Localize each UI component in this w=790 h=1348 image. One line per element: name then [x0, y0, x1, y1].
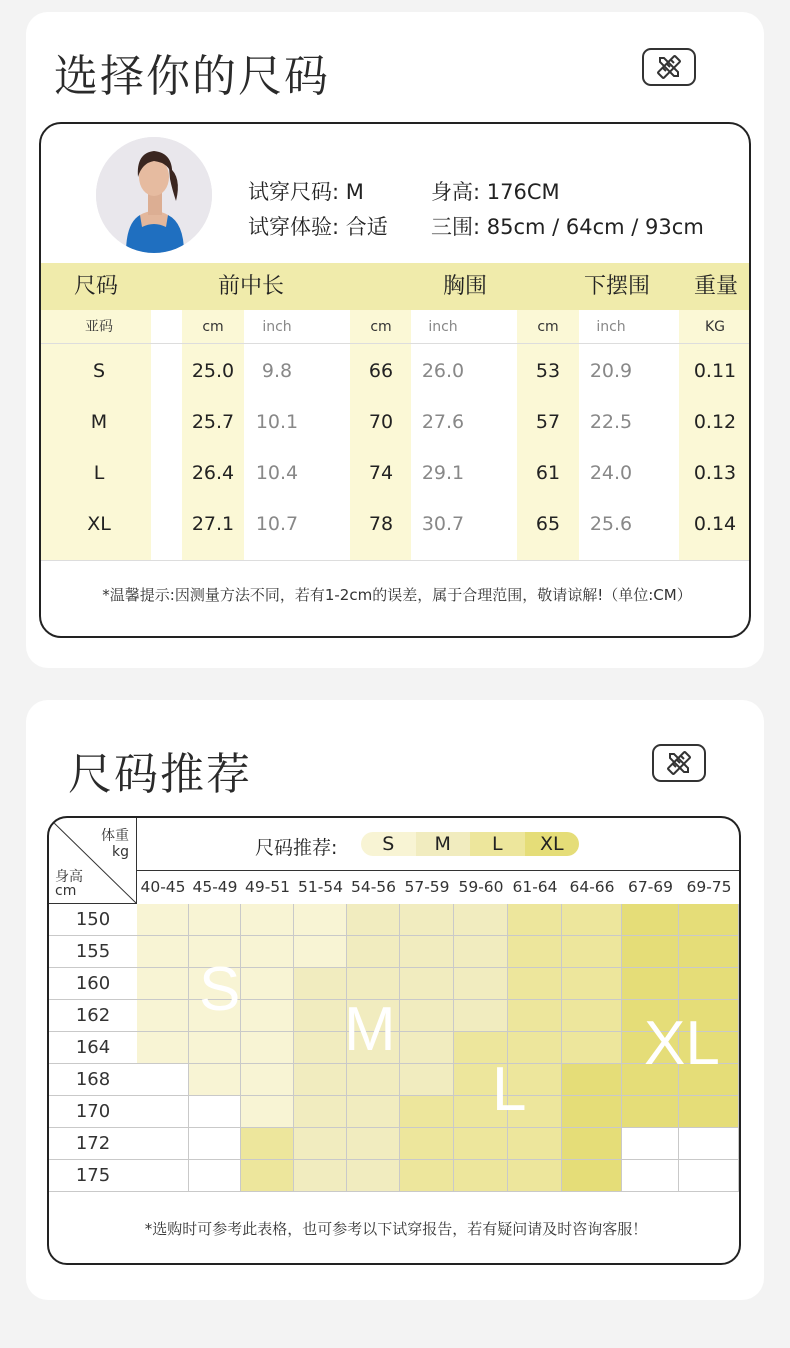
grid-cell — [294, 1160, 347, 1192]
grid-cell — [679, 1128, 739, 1160]
table-cell: 0.13 — [693, 462, 737, 484]
grid-cell — [294, 1032, 347, 1064]
grid-cell — [137, 1032, 189, 1064]
grid-cell — [137, 1128, 189, 1160]
table-cell: 25.6 — [589, 513, 633, 535]
grid-cell — [137, 1096, 189, 1128]
recommend-note: *选购时可参考此表格，也可参考以下试穿报告，若有疑问请及时咨询客服！ — [144, 1220, 648, 1238]
table-header: 前中长 — [217, 274, 284, 299]
grid-cell — [294, 904, 347, 936]
height-unit-label: cm — [55, 883, 77, 899]
grid-cell — [679, 936, 739, 968]
legend-item-s: S — [361, 832, 416, 856]
model-avatar — [96, 137, 212, 253]
grid-cell — [137, 936, 189, 968]
grid-cell — [400, 1032, 454, 1064]
table-cell: 10.7 — [255, 513, 299, 535]
size-legend — [361, 832, 579, 856]
grid-cell — [562, 1000, 622, 1032]
grid-cell — [562, 1096, 622, 1128]
height-label: 150 — [49, 904, 137, 936]
height-label: 155 — [49, 936, 137, 968]
table-cell: 74 — [368, 462, 394, 484]
grid-cell — [562, 1032, 622, 1064]
table-cell: 30.7 — [421, 513, 465, 535]
height-label: 160 — [49, 968, 137, 1000]
table-cell: 26.4 — [191, 462, 235, 484]
grid-cell — [679, 904, 739, 936]
height-label: 168 — [49, 1064, 137, 1096]
table-cell: 22.5 — [589, 411, 633, 433]
table-cell: 26.0 — [421, 360, 465, 382]
grid-cell — [562, 936, 622, 968]
grid-cell — [294, 1096, 347, 1128]
grid-corner — [49, 818, 137, 904]
grid-cell — [294, 1128, 347, 1160]
grid-cell — [400, 1000, 454, 1032]
grid-cell — [294, 1064, 347, 1096]
grid-cell — [347, 904, 400, 936]
grid-cell — [347, 936, 400, 968]
table-subheader: KG — [704, 319, 726, 335]
trial-fit-text: 试穿体验: 合适 — [248, 215, 388, 239]
model-measurements-text: 三围: 85cm / 64cm / 93cm — [431, 215, 704, 239]
grid-cell — [622, 1096, 679, 1128]
table-header: 尺码 — [73, 274, 118, 299]
height-label: 175 — [49, 1160, 137, 1192]
grid-cell — [679, 1096, 739, 1128]
table-subheader: inch — [262, 319, 292, 335]
zone-label-xl: XL — [644, 1009, 720, 1078]
table-cell: 25.0 — [191, 360, 235, 382]
size-chart-card — [26, 12, 764, 668]
size-recommend-card — [26, 700, 764, 1300]
table-subheader: cm — [370, 319, 392, 335]
grid-cell — [400, 1064, 454, 1096]
legend-item-xl: XL — [525, 832, 580, 856]
grid-cell — [347, 1160, 400, 1192]
grid-cell — [189, 1032, 241, 1064]
table-cell: 66 — [368, 360, 394, 382]
grid-cell — [400, 968, 454, 1000]
table-cell: 65 — [535, 513, 561, 535]
grid-cell — [189, 1096, 241, 1128]
size-section-title: 选择你的尺码 — [54, 51, 330, 102]
grid-cell — [241, 1032, 294, 1064]
table-cell: XL — [87, 513, 111, 535]
grid-cell — [241, 1128, 294, 1160]
grid-cell — [241, 904, 294, 936]
grid-cell — [189, 1128, 241, 1160]
grid-cell — [241, 1096, 294, 1128]
table-cell: L — [93, 462, 105, 484]
table-cell: S — [92, 360, 106, 382]
table-cell: 29.1 — [421, 462, 465, 484]
grid-cell — [137, 904, 189, 936]
grid-cell — [508, 1160, 562, 1192]
grid-cell — [622, 936, 679, 968]
table-header: 下摆围 — [583, 274, 650, 299]
grid-cell — [241, 968, 294, 1000]
height-label: 170 — [49, 1096, 137, 1128]
grid-cell — [508, 1000, 562, 1032]
legend-item-m: M — [416, 832, 471, 856]
table-cell: 9.8 — [261, 360, 293, 382]
grid-cell — [562, 1160, 622, 1192]
grid-cell — [400, 1128, 454, 1160]
legend-title: 尺码推荐: — [255, 837, 338, 859]
table-cell: 0.11 — [693, 360, 737, 382]
table-cell: 20.9 — [589, 360, 633, 382]
grid-cell — [294, 1000, 347, 1032]
grid-cell — [622, 1128, 679, 1160]
ruler-pencil-button-2[interactable] — [652, 744, 706, 782]
grid-cell — [137, 968, 189, 1000]
grid-cell — [454, 936, 508, 968]
table-cell: 24.0 — [589, 462, 633, 484]
weight-header: 67-69 — [627, 878, 674, 896]
grid-cell — [137, 1064, 189, 1096]
grid-cell — [562, 1128, 622, 1160]
table-subheader: cm — [202, 319, 224, 335]
grid-cell — [400, 904, 454, 936]
table-cell: M — [90, 411, 108, 433]
ruler-pencil-button[interactable] — [642, 48, 696, 86]
grid-cell — [622, 904, 679, 936]
table-subheader: 亚码 — [85, 319, 113, 335]
table-cell: 53 — [535, 360, 561, 382]
grid-cell — [347, 1128, 400, 1160]
ruler-pencil-icon — [664, 749, 694, 777]
grid-cell — [189, 1064, 241, 1096]
recommend-section-title: 尺码推荐 — [68, 749, 252, 800]
table-cell: 0.14 — [693, 513, 737, 535]
height-label: 164 — [49, 1032, 137, 1064]
grid-cell — [241, 1160, 294, 1192]
weight-header: 40-45 — [140, 878, 186, 896]
grid-cell — [400, 1160, 454, 1192]
table-cell: 61 — [535, 462, 561, 484]
table-cell: 57 — [535, 411, 561, 433]
table-cell: 27.6 — [421, 411, 465, 433]
table-header: 重量 — [693, 274, 738, 299]
grid-cell — [679, 968, 739, 1000]
size-table-box — [39, 122, 751, 638]
grid-cell — [454, 968, 508, 1000]
weight-header: 45-49 — [192, 878, 238, 896]
height-axis-label: 身高 — [55, 869, 83, 885]
table-cell: 10.4 — [255, 462, 299, 484]
grid-cell — [137, 1000, 189, 1032]
grid-cell — [347, 1096, 400, 1128]
model-height-text: 身高: 176CM — [431, 180, 560, 204]
weight-header: 64-66 — [569, 878, 615, 896]
grid-cell — [400, 1096, 454, 1128]
grid-cell — [241, 1000, 294, 1032]
size-note: *温馨提示:因测量方法不同，若有1-2cm的误差，属于合理范围，敬请谅解!（单位:CM） — [102, 586, 692, 604]
grid-cell — [454, 1160, 508, 1192]
grid-cell — [562, 1064, 622, 1096]
grid-cell — [189, 1160, 241, 1192]
grid-cell — [508, 1128, 562, 1160]
weight-header: 54-56 — [350, 878, 397, 896]
zone-label-m: M — [344, 995, 396, 1064]
table-subheader: cm — [537, 319, 559, 335]
weight-axis-label: 体重 — [101, 828, 129, 844]
recommend-grid-box — [47, 816, 741, 1265]
weight-header: 59-60 — [458, 878, 504, 896]
grid-cell — [508, 936, 562, 968]
grid-cell — [294, 936, 347, 968]
table-cell: 27.1 — [191, 513, 235, 535]
table-cell: 70 — [368, 411, 394, 433]
grid-cell — [622, 968, 679, 1000]
ruler-pencil-icon — [654, 53, 684, 81]
height-label: 162 — [49, 1000, 137, 1032]
weight-header: 49-51 — [244, 878, 291, 896]
table-cell: 78 — [368, 513, 394, 535]
grid-cell — [622, 1160, 679, 1192]
legend-item-l: L — [470, 832, 525, 856]
weight-header: 61-64 — [512, 878, 558, 896]
grid-cell — [400, 936, 454, 968]
zone-label-s: S — [199, 955, 241, 1024]
grid-cell — [294, 968, 347, 1000]
grid-cell — [454, 1128, 508, 1160]
grid-cell — [508, 904, 562, 936]
grid-cell — [347, 1064, 400, 1096]
table-subheader: inch — [596, 319, 626, 335]
table-cell: 25.7 — [191, 411, 235, 433]
grid-cell — [241, 936, 294, 968]
zone-label-l: L — [492, 1055, 527, 1124]
weight-header: 51-54 — [297, 878, 344, 896]
grid-cell — [454, 1000, 508, 1032]
weight-unit-label: kg — [112, 844, 129, 860]
table-cell: 10.1 — [255, 411, 299, 433]
grid-cell — [508, 968, 562, 1000]
table-subheader: inch — [428, 319, 458, 335]
grid-cell — [679, 1160, 739, 1192]
height-label: 172 — [49, 1128, 137, 1160]
grid-cell — [137, 1160, 189, 1192]
grid-cell — [454, 904, 508, 936]
trial-size-text: 试穿尺码: M — [248, 180, 364, 204]
grid-cell — [562, 904, 622, 936]
weight-header: 69-75 — [686, 878, 732, 896]
table-header: 胸围 — [442, 274, 487, 299]
grid-cell — [241, 1064, 294, 1096]
weight-header: 57-59 — [404, 878, 450, 896]
table-cell: 0.12 — [693, 411, 737, 433]
grid-cell — [189, 904, 241, 936]
grid-cell — [562, 968, 622, 1000]
